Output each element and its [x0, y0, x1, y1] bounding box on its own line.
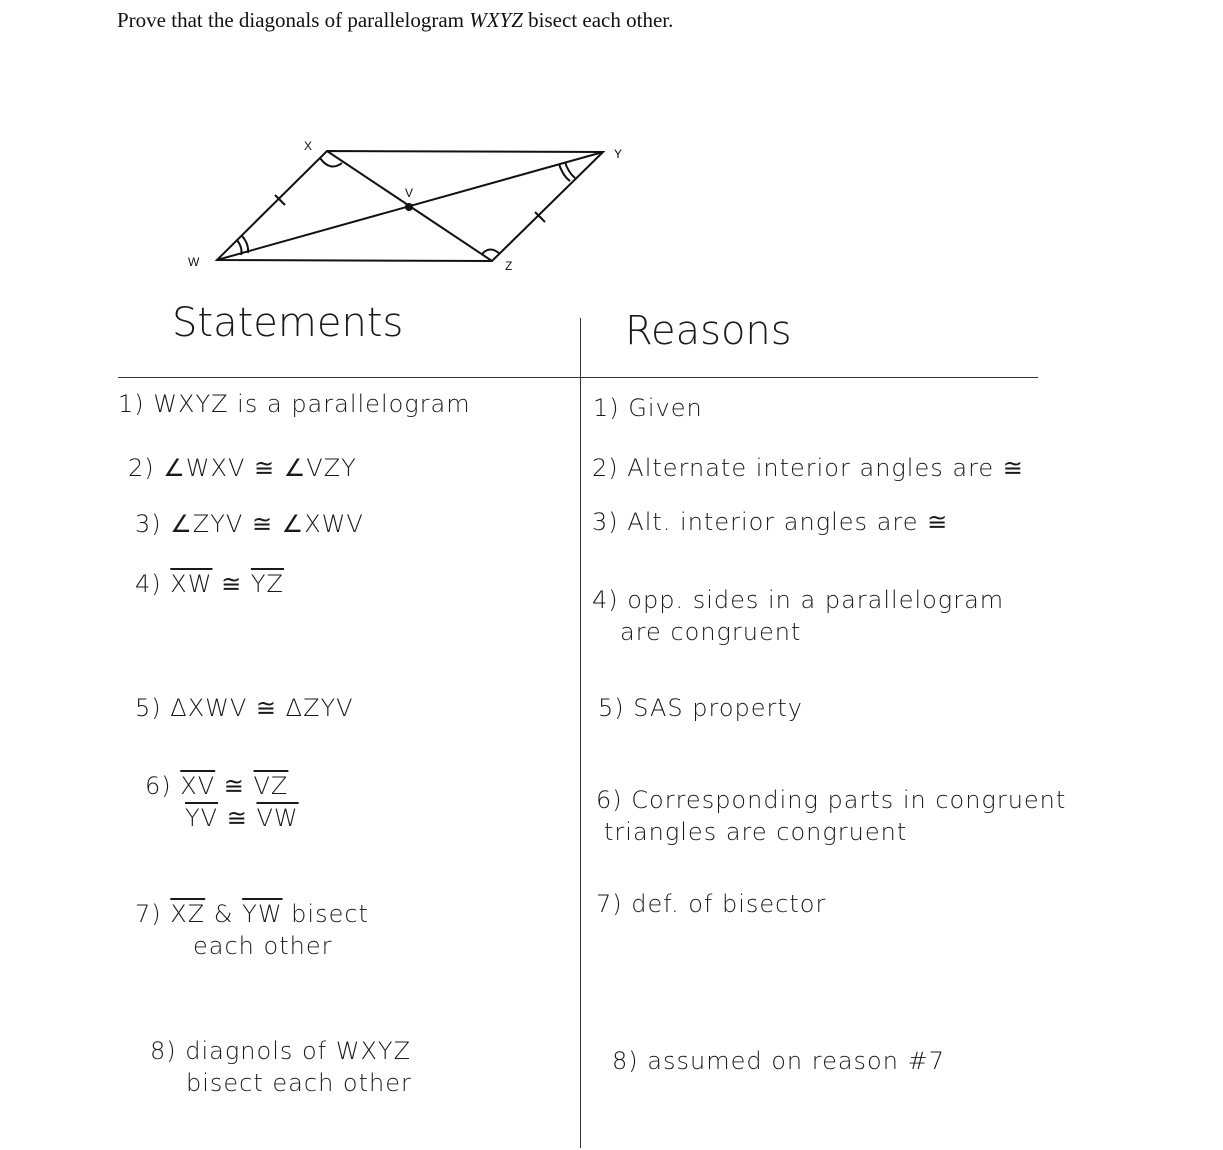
reason-2 [592, 452, 1024, 484]
reason-4 [592, 584, 1004, 648]
proof-text: $\overline{XV}$ [180, 772, 216, 800]
proof-text: triangles are congruent [604, 818, 908, 846]
proof-text: bisect each other [186, 1069, 412, 1097]
prompt-text: Prove that the diagonals of parallelogram [117, 8, 470, 32]
proof-text: each other [193, 932, 333, 960]
proof-text: $\overline{YZ}$ [250, 570, 284, 598]
label-w: W [188, 255, 200, 269]
proof-text: $\overline{XZ}$ [170, 900, 206, 928]
proof-text: ΔXWV ≅ ΔZYV [170, 694, 354, 722]
proof-text: opp. sides in a parallelogram [627, 586, 1005, 614]
label-x: X [304, 139, 313, 153]
proof-text: 3) [592, 508, 619, 536]
statement-2 [128, 452, 357, 484]
statement-5 [135, 692, 354, 724]
proof-text: 4) [135, 570, 162, 598]
proof-text: $\overline{XW}$ [170, 570, 213, 598]
reason-5 [598, 692, 803, 724]
label-z: Z [505, 259, 513, 273]
proof-text: 4) [592, 586, 619, 614]
proof-text: $\overline{YW}$ [242, 900, 283, 928]
proof-text: 6) [596, 786, 623, 814]
proof-text: $\overline{VW}$ [256, 804, 299, 832]
statement-6 [145, 770, 299, 834]
proof-text: 1) [593, 394, 620, 422]
proof-text: Corresponding parts in congruent [631, 786, 1067, 814]
reasons-header: Reasons [625, 308, 792, 354]
proof-text: 5) [135, 694, 162, 722]
reason-1 [593, 392, 703, 424]
vertical-divider [580, 318, 581, 1148]
proof-text: $\overline{VZ}$ [253, 772, 289, 800]
reason-8 [612, 1045, 945, 1077]
proof-text: 5) [598, 694, 625, 722]
proof-text: ≅ [212, 570, 251, 598]
horizontal-divider [118, 377, 1038, 378]
proof-text: 8) [612, 1047, 639, 1075]
proof-text: Alt. interior angles are ≅ [627, 508, 949, 536]
angle-mark-y2 [559, 164, 570, 181]
proof-text: 7) [135, 900, 162, 928]
point-v [405, 203, 413, 211]
proof-text: 2) [592, 454, 619, 482]
proof-text: def. of bisector [631, 890, 827, 918]
angle-mark-z [482, 250, 500, 255]
statements-header: Statements [172, 300, 404, 346]
proof-text: 2) [128, 454, 155, 482]
proof-text: WXYZ is a parallelogram [153, 390, 471, 418]
label-v: V [405, 186, 414, 200]
angle-mark-w2 [242, 236, 248, 253]
statement-1 [118, 388, 471, 420]
proof-text: ≅ [215, 772, 254, 800]
reason-6 [596, 784, 1066, 848]
proof-text: Given [628, 394, 703, 422]
proof-text: 3) [135, 510, 162, 538]
statement-8 [150, 1035, 412, 1099]
proof-text: ≅ [218, 804, 257, 832]
label-y: Y [614, 147, 623, 161]
proof-text: $\overline{YV}$ [185, 804, 219, 832]
reason-3 [592, 506, 948, 538]
proof-text: are congruent [620, 618, 802, 646]
proof-text: 6) [145, 772, 172, 800]
proof-text: ∠WXV ≅ ∠VZY [163, 454, 357, 482]
proof-text: 1) [118, 390, 145, 418]
statement-7 [135, 898, 369, 962]
proof-text: ∠ZYV ≅ ∠XWV [170, 510, 364, 538]
parallelogram-name: WXYZ [469, 8, 523, 32]
proof-text: bisect [282, 900, 369, 928]
proof-text: diagnols of WXYZ [185, 1037, 412, 1065]
statement-3 [135, 508, 364, 540]
parallelogram-diagram [0, 0, 1223, 300]
angle-mark-y1 [565, 162, 575, 178]
reason-7 [596, 888, 826, 920]
proof-text: SAS property [633, 694, 803, 722]
proof-text: assumed on reason #7 [647, 1047, 945, 1075]
proof-text: & [205, 900, 243, 928]
proof-text: Alternate interior angles are ≅ [627, 454, 1024, 482]
prompt-text-end: bisect each other. [522, 8, 674, 32]
proof-text: 8) [150, 1037, 177, 1065]
proof-text: 7) [596, 890, 623, 918]
statement-4 [135, 568, 284, 600]
